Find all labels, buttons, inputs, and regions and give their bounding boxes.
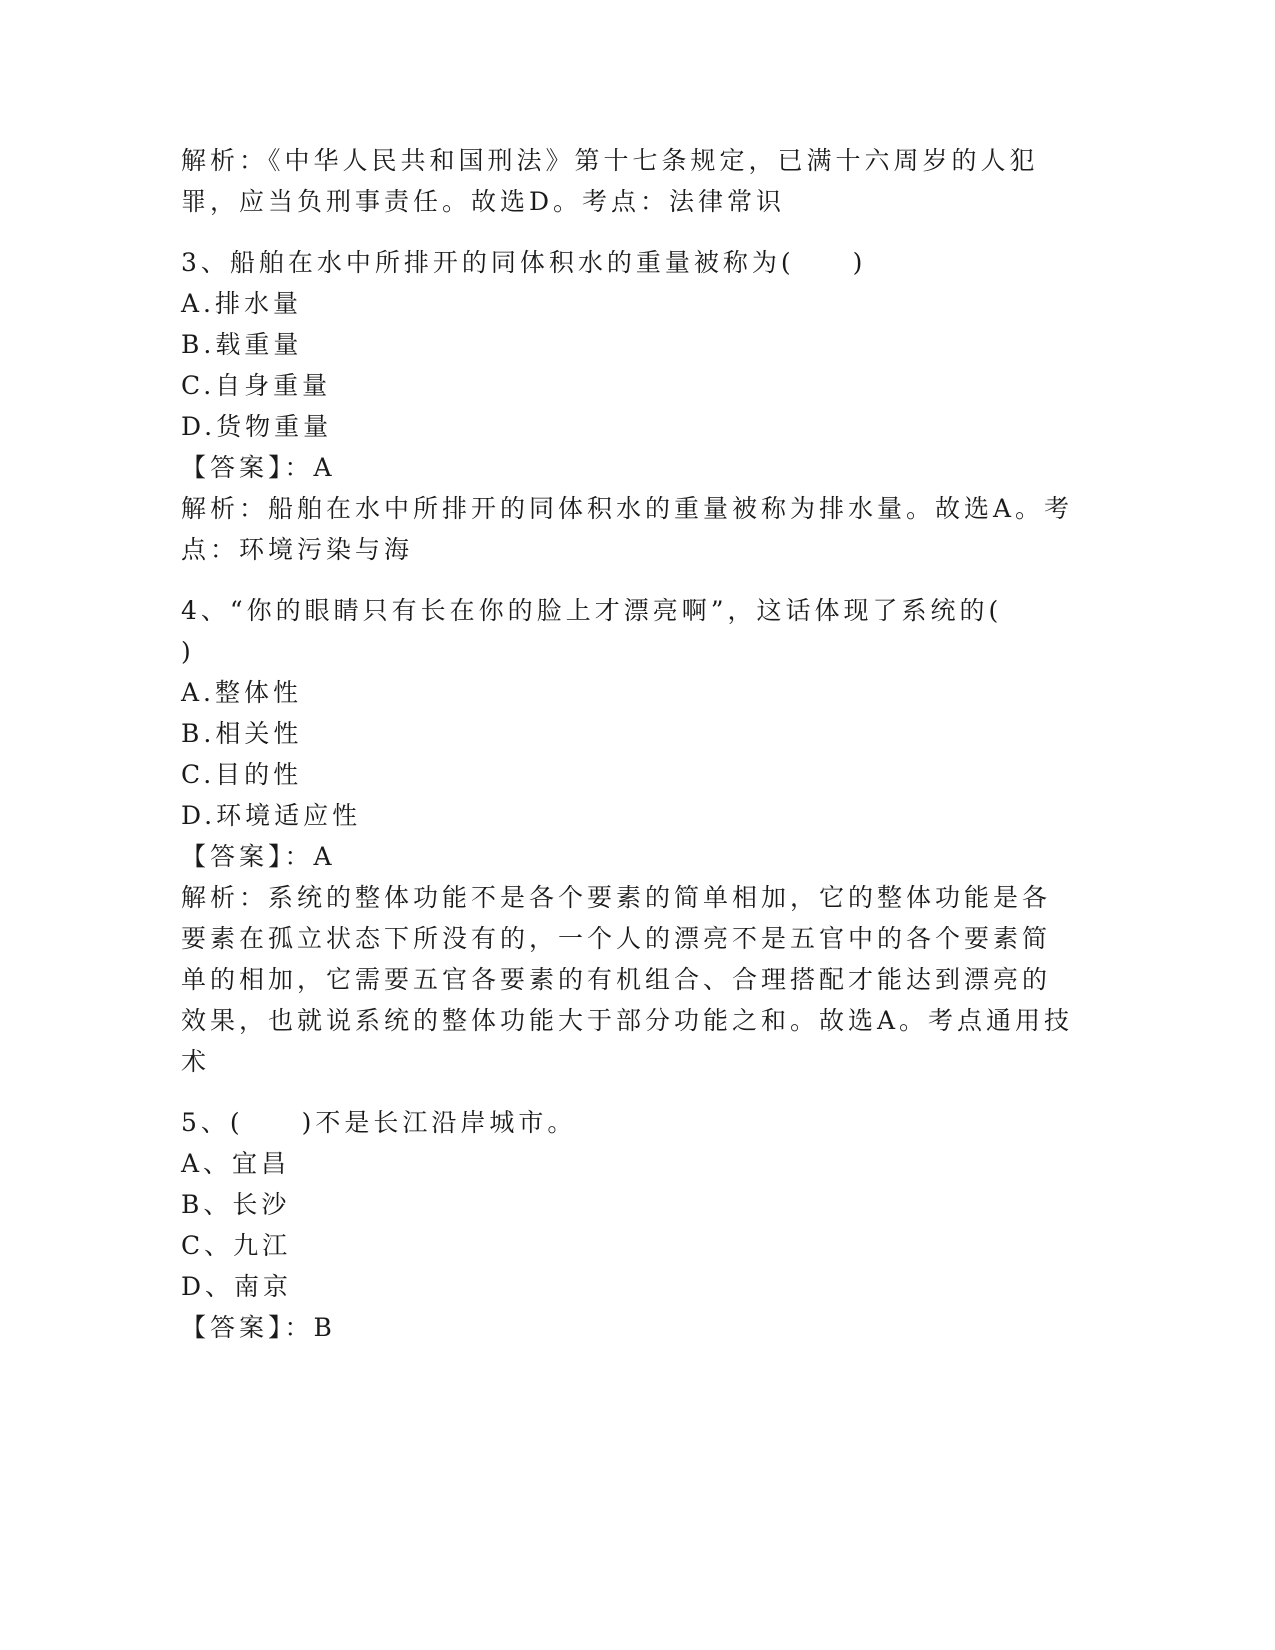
- option-a: A.整体性: [181, 678, 303, 707]
- option-a: A.排水量: [181, 289, 303, 318]
- option-d: D、南京: [181, 1272, 293, 1301]
- question-3: [181, 242, 1081, 570]
- option-b: B.载重量: [181, 330, 303, 359]
- option-b: B、长沙: [181, 1190, 291, 1219]
- option-c: C、九江: [181, 1231, 292, 1260]
- previous-explanation: [181, 140, 1081, 222]
- answer-label: 【答案】：B: [181, 1313, 336, 1342]
- question-stem: 4、“你的眼睛只有长在你的脸上才漂亮啊”，这话体现了系统的(: [181, 596, 1003, 625]
- option-c: C.目的性: [181, 760, 303, 789]
- question-stem: 5、( )不是长江沿岸城市。: [181, 1108, 577, 1137]
- explanation-line: 解析：《中华人民共和国刑法》第十七条规定，已满十六周岁的人犯: [181, 146, 1039, 175]
- answer-label: 【答案】：A: [181, 453, 336, 482]
- explanation-line: 罪，应当负刑事责任。故选D。考点：法律常识: [181, 187, 786, 216]
- question-5: [181, 1102, 1081, 1348]
- explanation-line: 点：环境污染与海: [181, 535, 414, 564]
- question-stem: 3、船舶在水中所排开的同体积水的重量被称为( ): [181, 248, 867, 277]
- answer-label: 【答案】：A: [181, 842, 336, 871]
- question-4: [181, 590, 1081, 1082]
- option-d: D.环境适应性: [181, 801, 362, 830]
- explanation-line: 要素在孤立状态下所没有的，一个人的漂亮不是五官中的各个要素简: [181, 924, 1052, 953]
- explanation-line: 单的相加，它需要五官各要素的有机组合、合理搭配才能达到漂亮的: [181, 965, 1052, 994]
- option-b: B.相关性: [181, 719, 303, 748]
- document-page: [181, 140, 1081, 1348]
- explanation-line: 解析：系统的整体功能不是各个要素的简单相加，它的整体功能是各: [181, 883, 1052, 912]
- question-stem-continued: ): [181, 637, 195, 666]
- explanation-line: 解析：船舶在水中所排开的同体积水的重量被称为排水量。故选A。考: [181, 494, 1074, 523]
- explanation-line: 效果，也就说系统的整体功能大于部分功能之和。故选A。考点通用技: [181, 1006, 1074, 1035]
- option-a: A、宜昌: [181, 1149, 291, 1178]
- explanation-line: 术: [181, 1047, 211, 1076]
- option-c: C.自身重量: [181, 371, 332, 400]
- option-d: D.货物重量: [181, 412, 333, 441]
